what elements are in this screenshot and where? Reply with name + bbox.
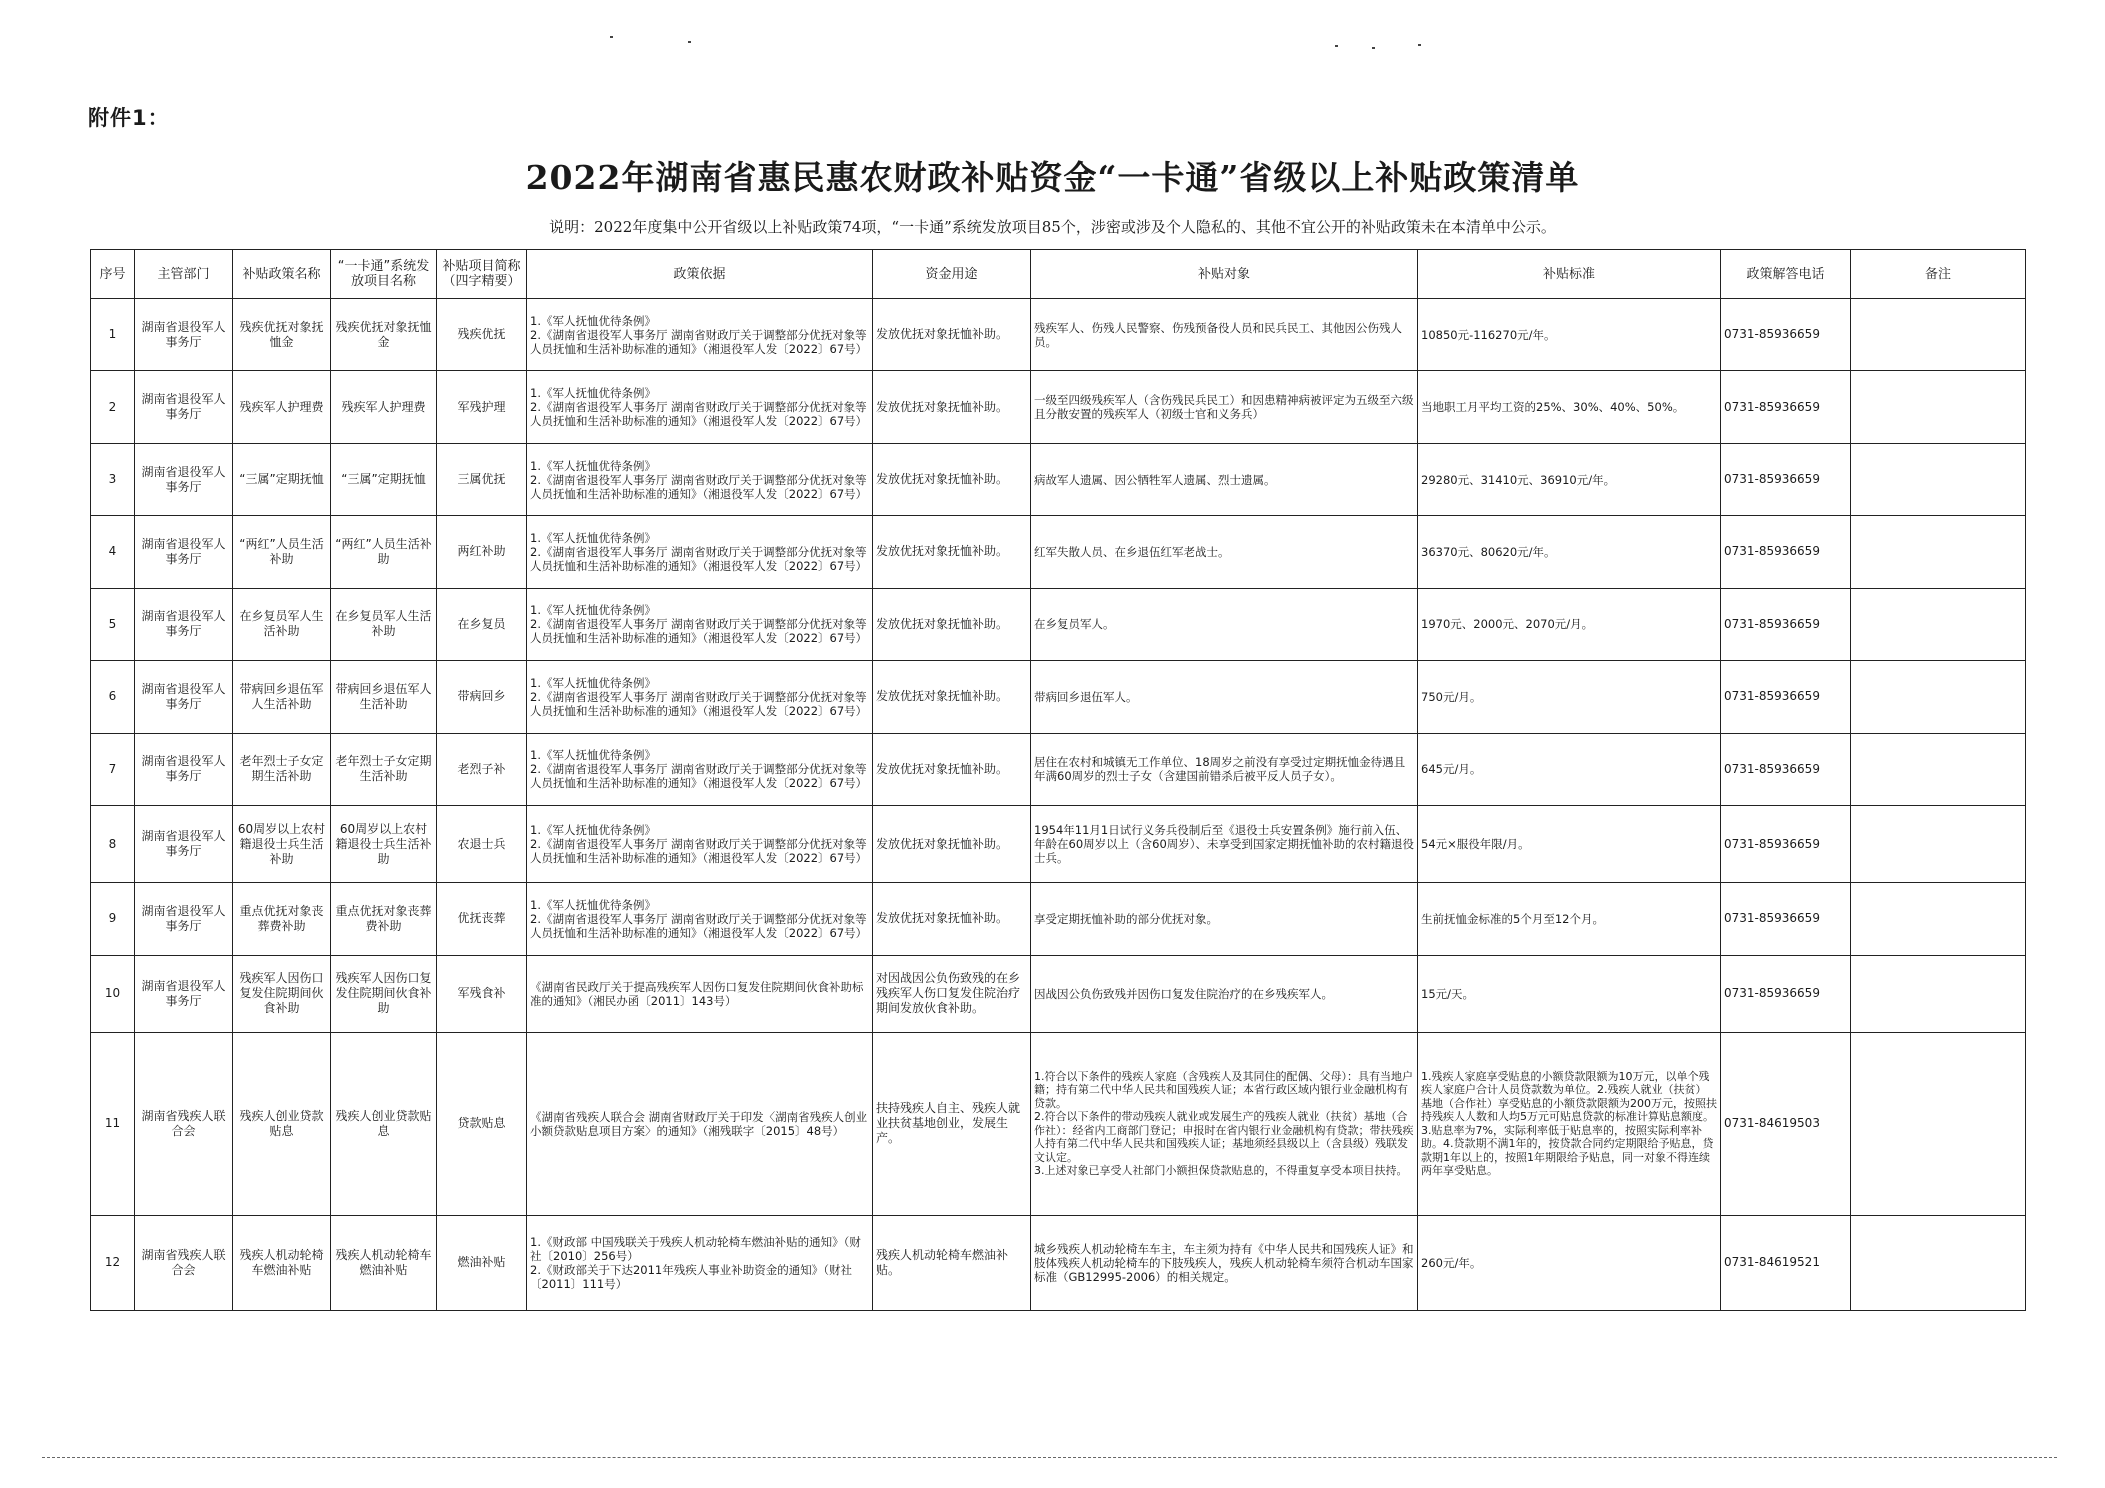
cell-hotline: 0731-85936659 (1721, 661, 1851, 733)
cell-short-name: 优抚丧葬 (437, 883, 527, 955)
cell-subsidy-target: 因战因公负伤致残并因伤口复发住院治疗的在乡残疾军人。 (1031, 955, 1418, 1032)
cell-project-name: 在乡复员军人生活补助 (331, 588, 437, 660)
cell-department: 湖南省退役军人事务厅 (135, 516, 233, 588)
cell-hotline: 0731-85936659 (1721, 588, 1851, 660)
cell-project-name: “两红”人员生活补助 (331, 516, 437, 588)
cell-policy-name: 重点优抚对象丧葬费补助 (233, 883, 331, 955)
cell-department: 湖南省退役军人事务厅 (135, 443, 233, 515)
cell-short-name: 农退士兵 (437, 805, 527, 882)
cell-department: 湖南省退役军人事务厅 (135, 883, 233, 955)
cell-subsidy-target: 1.符合以下条件的残疾人家庭（含残疾人及其同住的配偶、父母）：具有当地户籍；持有第二代中华人民共和国残疾人证；本省行政区域内银行业金融机构有贷款。 2.符合以下条件的带动残疾人就业或发展生产的残疾人就业（扶贫）基地（合作社）：经省内工商部门登记；申报时在省内银行业金融机构有贷款；带扶残疾人持有第二代中华人民共和国残疾人证；基地须经县级以上（含县级）残联发文认定。 3.上述对象已享受人社部门小额担保贷款贴息的，不得重复享受本项目扶持。 (1031, 1032, 1418, 1215)
cell-subsidy-standard: 15元/天。 (1418, 955, 1721, 1032)
cell-hotline: 0731-85936659 (1721, 733, 1851, 805)
column-header: 补贴对象 (1031, 250, 1418, 299)
cell-serial-number: 6 (91, 661, 135, 733)
cell-serial-number: 1 (91, 299, 135, 371)
table-row (91, 1032, 2026, 1215)
policy-table (90, 249, 2026, 1311)
cell-subsidy-standard: 10850元-116270元/年。 (1418, 299, 1721, 371)
cell-fund-use: 发放优抚对象抚恤补助。 (873, 733, 1031, 805)
cell-remark (1851, 955, 2026, 1032)
table-row (91, 733, 2026, 805)
cell-short-name: 残疾优抚 (437, 299, 527, 371)
scan-speck (1335, 45, 1338, 47)
cell-serial-number: 5 (91, 588, 135, 660)
cell-department: 湖南省退役军人事务厅 (135, 661, 233, 733)
column-header: 资金用途 (873, 250, 1031, 299)
cell-serial-number: 8 (91, 805, 135, 882)
cell-subsidy-target: 城乡残疾人机动轮椅车车主，车主须为持有《中华人民共和国残疾人证》和肢体残疾人机动轮椅车的下肢残疾人，残疾人机动轮椅车须符合机动车国家标准（GB12995-2006）的相关规定。 (1031, 1215, 1418, 1310)
column-header: 序号 (91, 250, 135, 299)
cell-serial-number: 12 (91, 1215, 135, 1310)
cell-remark (1851, 661, 2026, 733)
cell-policy-basis: 1.《财政部 中国残联关于残疾人机动轮椅车燃油补贴的通知》（财社〔2010〕256号） 2.《财政部关于下达2011年残疾人事业补助资金的通知》（财社〔2011〕111号） (527, 1215, 873, 1310)
table-row (91, 443, 2026, 515)
column-header: 主管部门 (135, 250, 233, 299)
cell-subsidy-target: 居住在农村和城镇无工作单位、18周岁之前没有享受过定期抚恤金待遇且年满60周岁的烈士子女（含建国前错杀后被平反人员子女）。 (1031, 733, 1418, 805)
cell-short-name: 三属优抚 (437, 443, 527, 515)
cell-hotline: 0731-84619503 (1721, 1032, 1851, 1215)
cell-project-name: “三属”定期抚恤 (331, 443, 437, 515)
table-row (91, 371, 2026, 443)
column-header: 政策依据 (527, 250, 873, 299)
scan-speck (1372, 47, 1375, 49)
cell-short-name: 贷款贴息 (437, 1032, 527, 1215)
cell-remark (1851, 588, 2026, 660)
cell-project-name: 残疾优抚对象抚恤金 (331, 299, 437, 371)
cell-short-name: 在乡复员 (437, 588, 527, 660)
cell-hotline: 0731-84619521 (1721, 1215, 1851, 1310)
cell-department: 湖南省退役军人事务厅 (135, 299, 233, 371)
table-row (91, 805, 2026, 882)
cell-short-name: 两红补助 (437, 516, 527, 588)
column-header: 政策解答电话 (1721, 250, 1851, 299)
cell-hotline: 0731-85936659 (1721, 443, 1851, 515)
cell-policy-basis: 1.《军人抚恤优待条例》 2.《湖南省退役军人事务厅 湖南省财政厅关于调整部分优抚对象等人员抚恤和生活补助标准的通知》（湘退役军人发〔2022〕67号） (527, 661, 873, 733)
cell-department: 湖南省残疾人联合会 (135, 1215, 233, 1310)
cell-subsidy-standard: 生前抚恤金标准的5个月至12个月。 (1418, 883, 1721, 955)
cell-policy-basis: 1.《军人抚恤优待条例》 2.《湖南省退役军人事务厅 湖南省财政厅关于调整部分优抚对象等人员抚恤和生活补助标准的通知》（湘退役军人发〔2022〕67号） (527, 588, 873, 660)
table-row (91, 661, 2026, 733)
column-header: 补贴政策名称 (233, 250, 331, 299)
cell-remark (1851, 1215, 2026, 1310)
column-header: 补贴项目简称（四字精要） (437, 250, 527, 299)
cell-serial-number: 7 (91, 733, 135, 805)
cell-hotline: 0731-85936659 (1721, 805, 1851, 882)
cell-subsidy-standard: 750元/月。 (1418, 661, 1721, 733)
table-row (91, 1215, 2026, 1310)
cell-subsidy-standard: 当地职工月平均工资的25%、30%、40%、50%。 (1418, 371, 1721, 443)
bottom-scan-line (42, 1457, 2057, 1458)
column-header: “一卡通”系统发放项目名称 (331, 250, 437, 299)
cell-policy-basis: 1.《军人抚恤优待条例》 2.《湖南省退役军人事务厅 湖南省财政厅关于调整部分优抚对象等人员抚恤和生活补助标准的通知》（湘退役军人发〔2022〕67号） (527, 805, 873, 882)
cell-department: 湖南省退役军人事务厅 (135, 371, 233, 443)
cell-serial-number: 4 (91, 516, 135, 588)
cell-fund-use: 发放优抚对象抚恤补助。 (873, 443, 1031, 515)
cell-serial-number: 10 (91, 955, 135, 1032)
scan-speck (1418, 44, 1421, 46)
cell-short-name: 老烈子补 (437, 733, 527, 805)
cell-serial-number: 11 (91, 1032, 135, 1215)
cell-short-name: 军残护理 (437, 371, 527, 443)
table-row (91, 955, 2026, 1032)
cell-fund-use: 发放优抚对象抚恤补助。 (873, 805, 1031, 882)
cell-policy-basis: 1.《军人抚恤优待条例》 2.《湖南省退役军人事务厅 湖南省财政厅关于调整部分优抚对象等人员抚恤和生活补助标准的通知》（湘退役军人发〔2022〕67号） (527, 733, 873, 805)
cell-policy-basis: 1.《军人抚恤优待条例》 2.《湖南省退役军人事务厅 湖南省财政厅关于调整部分优抚对象等人员抚恤和生活补助标准的通知》（湘退役军人发〔2022〕67号） (527, 299, 873, 371)
cell-department: 湖南省退役军人事务厅 (135, 733, 233, 805)
cell-project-name: 老年烈士子女定期生活补助 (331, 733, 437, 805)
table-row (91, 516, 2026, 588)
cell-policy-basis: 1.《军人抚恤优待条例》 2.《湖南省退役军人事务厅 湖南省财政厅关于调整部分优抚对象等人员抚恤和生活补助标准的通知》（湘退役军人发〔2022〕67号） (527, 883, 873, 955)
cell-policy-name: 在乡复员军人生活补助 (233, 588, 331, 660)
cell-project-name: 残疾军人护理费 (331, 371, 437, 443)
cell-remark (1851, 443, 2026, 515)
cell-hotline: 0731-85936659 (1721, 883, 1851, 955)
cell-serial-number: 3 (91, 443, 135, 515)
cell-policy-name: 残疾人创业贷款贴息 (233, 1032, 331, 1215)
cell-department: 湖南省退役军人事务厅 (135, 955, 233, 1032)
document-note: 说明：2022年度集中公开省级以上补贴政策74项，“一卡通”系统发放项目85个，涉密或涉及个人隐私的、其他不宜公开的补贴政策未在本清单中公示。 (549, 218, 1556, 236)
scan-specks (0, 0, 2105, 60)
cell-department: 湖南省退役军人事务厅 (135, 805, 233, 882)
cell-subsidy-standard: 1.残疾人家庭享受贴息的小额贷款限额为10万元，以单个残疾人家庭户合计人员贷款数为单位。2.残疾人就业（扶贫）基地（合作社）享受贴息的小额贷款限额为200万元，按照扶持残疾人人数和人均5万元可贴息贷款的标准计算贴息额度。3.贴息率为7%，实际利率低于贴息率的，按照实际利率补助。4.贷款期不满1年的，按贷款合同约定期限给予贴息，贷款期1年以上的，按照1年期限给予贴息，同一对象不得连续两年享受贴息。 (1418, 1032, 1721, 1215)
cell-subsidy-target: 残疾军人、伤残人民警察、伤残预备役人员和民兵民工、其他因公伤残人员。 (1031, 299, 1418, 371)
table-row (91, 883, 2026, 955)
cell-short-name: 燃油补贴 (437, 1215, 527, 1310)
cell-hotline: 0731-85936659 (1721, 371, 1851, 443)
cell-subsidy-target: 红军失散人员、在乡退伍红军老战士。 (1031, 516, 1418, 588)
cell-policy-name: 残疾人机动轮椅车燃油补贴 (233, 1215, 331, 1310)
document-title: 2022年湖南省惠民惠农财政补贴资金“一卡通”省级以上补贴政策清单 (525, 158, 1580, 197)
cell-fund-use: 发放优抚对象抚恤补助。 (873, 299, 1031, 371)
cell-fund-use: 发放优抚对象抚恤补助。 (873, 883, 1031, 955)
cell-fund-use: 发放优抚对象抚恤补助。 (873, 661, 1031, 733)
column-header: 补贴标准 (1418, 250, 1721, 299)
cell-policy-name: “两红”人员生活补助 (233, 516, 331, 588)
cell-subsidy-target: 1954年11月1日试行义务兵役制后至《退役士兵安置条例》施行前入伍、年龄在60周岁以上（含60周岁）、未享受到国家定期抚恤补助的农村籍退役士兵。 (1031, 805, 1418, 882)
cell-hotline: 0731-85936659 (1721, 516, 1851, 588)
cell-subsidy-standard: 29280元、31410元、36910元/年。 (1418, 443, 1721, 515)
cell-fund-use: 发放优抚对象抚恤补助。 (873, 588, 1031, 660)
cell-subsidy-target: 病故军人遗属、因公牺牲军人遗属、烈士遗属。 (1031, 443, 1418, 515)
cell-department: 湖南省残疾人联合会 (135, 1032, 233, 1215)
cell-serial-number: 2 (91, 371, 135, 443)
cell-fund-use: 发放优抚对象抚恤补助。 (873, 516, 1031, 588)
cell-short-name: 军残食补 (437, 955, 527, 1032)
cell-policy-name: 残疾军人护理费 (233, 371, 331, 443)
table-row (91, 299, 2026, 371)
cell-project-name: 重点优抚对象丧葬费补助 (331, 883, 437, 955)
cell-remark (1851, 1032, 2026, 1215)
cell-policy-basis: 1.《军人抚恤优待条例》 2.《湖南省退役军人事务厅 湖南省财政厅关于调整部分优抚对象等人员抚恤和生活补助标准的通知》（湘退役军人发〔2022〕67号） (527, 516, 873, 588)
cell-hotline: 0731-85936659 (1721, 299, 1851, 371)
cell-project-name: 60周岁以上农村籍退役士兵生活补助 (331, 805, 437, 882)
cell-fund-use: 扶持残疾人自主、残疾人就业扶贫基地创业，发展生产。 (873, 1032, 1031, 1215)
cell-remark (1851, 371, 2026, 443)
cell-short-name: 带病回乡 (437, 661, 527, 733)
cell-policy-name: 带病回乡退伍军人生活补助 (233, 661, 331, 733)
cell-policy-name: 60周岁以上农村籍退役士兵生活补助 (233, 805, 331, 882)
cell-remark (1851, 883, 2026, 955)
scan-speck (610, 36, 613, 38)
cell-policy-name: 残疾军人因伤口复发住院期间伙食补助 (233, 955, 331, 1032)
cell-subsidy-standard: 36370元、80620元/年。 (1418, 516, 1721, 588)
cell-serial-number: 9 (91, 883, 135, 955)
cell-subsidy-standard: 260元/年。 (1418, 1215, 1721, 1310)
cell-subsidy-target: 享受定期抚恤补助的部分优抚对象。 (1031, 883, 1418, 955)
cell-project-name: 残疾人创业贷款贴息 (331, 1032, 437, 1215)
cell-subsidy-target: 一级至四级残疾军人（含伤残民兵民工）和因患精神病被评定为五级至六级且分散安置的残疾军人（初级士官和义务兵） (1031, 371, 1418, 443)
cell-project-name: 残疾军人因伤口复发住院期间伙食补助 (331, 955, 437, 1032)
scan-speck (688, 41, 691, 43)
table-header-row (91, 250, 2026, 299)
cell-subsidy-target: 带病回乡退伍军人。 (1031, 661, 1418, 733)
cell-project-name: 带病回乡退伍军人生活补助 (331, 661, 437, 733)
attachment-label: 附件1： (88, 106, 170, 130)
cell-fund-use: 发放优抚对象抚恤补助。 (873, 371, 1031, 443)
cell-fund-use: 对因战因公负伤致残的在乡残疾军人伤口复发住院治疗期间发放伙食补助。 (873, 955, 1031, 1032)
cell-hotline: 0731-85936659 (1721, 955, 1851, 1032)
cell-policy-basis: 《湖南省民政厅关于提高残疾军人因伤口复发住院期间伙食补助标准的通知》（湘民办函〔2011〕143号） (527, 955, 873, 1032)
cell-policy-basis: 1.《军人抚恤优待条例》 2.《湖南省退役军人事务厅 湖南省财政厅关于调整部分优抚对象等人员抚恤和生活补助标准的通知》（湘退役军人发〔2022〕67号） (527, 443, 873, 515)
cell-remark (1851, 299, 2026, 371)
cell-subsidy-standard: 645元/月。 (1418, 733, 1721, 805)
cell-fund-use: 残疾人机动轮椅车燃油补贴。 (873, 1215, 1031, 1310)
cell-policy-name: 老年烈士子女定期生活补助 (233, 733, 331, 805)
table-row (91, 588, 2026, 660)
cell-policy-basis: 《湖南省残疾人联合会 湖南省财政厅关于印发〈湖南省残疾人创业小额贷款贴息项目方案〉的通知》（湘残联字〔2015〕48号） (527, 1032, 873, 1215)
cell-remark (1851, 733, 2026, 805)
cell-subsidy-target: 在乡复员军人。 (1031, 588, 1418, 660)
cell-remark (1851, 805, 2026, 882)
table-body (91, 299, 2026, 1311)
cell-department: 湖南省退役军人事务厅 (135, 588, 233, 660)
cell-policy-name: “三属”定期抚恤 (233, 443, 331, 515)
cell-policy-basis: 1.《军人抚恤优待条例》 2.《湖南省退役军人事务厅 湖南省财政厅关于调整部分优抚对象等人员抚恤和生活补助标准的通知》（湘退役军人发〔2022〕67号） (527, 371, 873, 443)
cell-remark (1851, 516, 2026, 588)
cell-project-name: 残疾人机动轮椅车燃油补贴 (331, 1215, 437, 1310)
column-header: 备注 (1851, 250, 2026, 299)
cell-policy-name: 残疾优抚对象抚恤金 (233, 299, 331, 371)
cell-subsidy-standard: 1970元、2000元、2070元/月。 (1418, 588, 1721, 660)
cell-subsidy-standard: 54元×服役年限/月。 (1418, 805, 1721, 882)
